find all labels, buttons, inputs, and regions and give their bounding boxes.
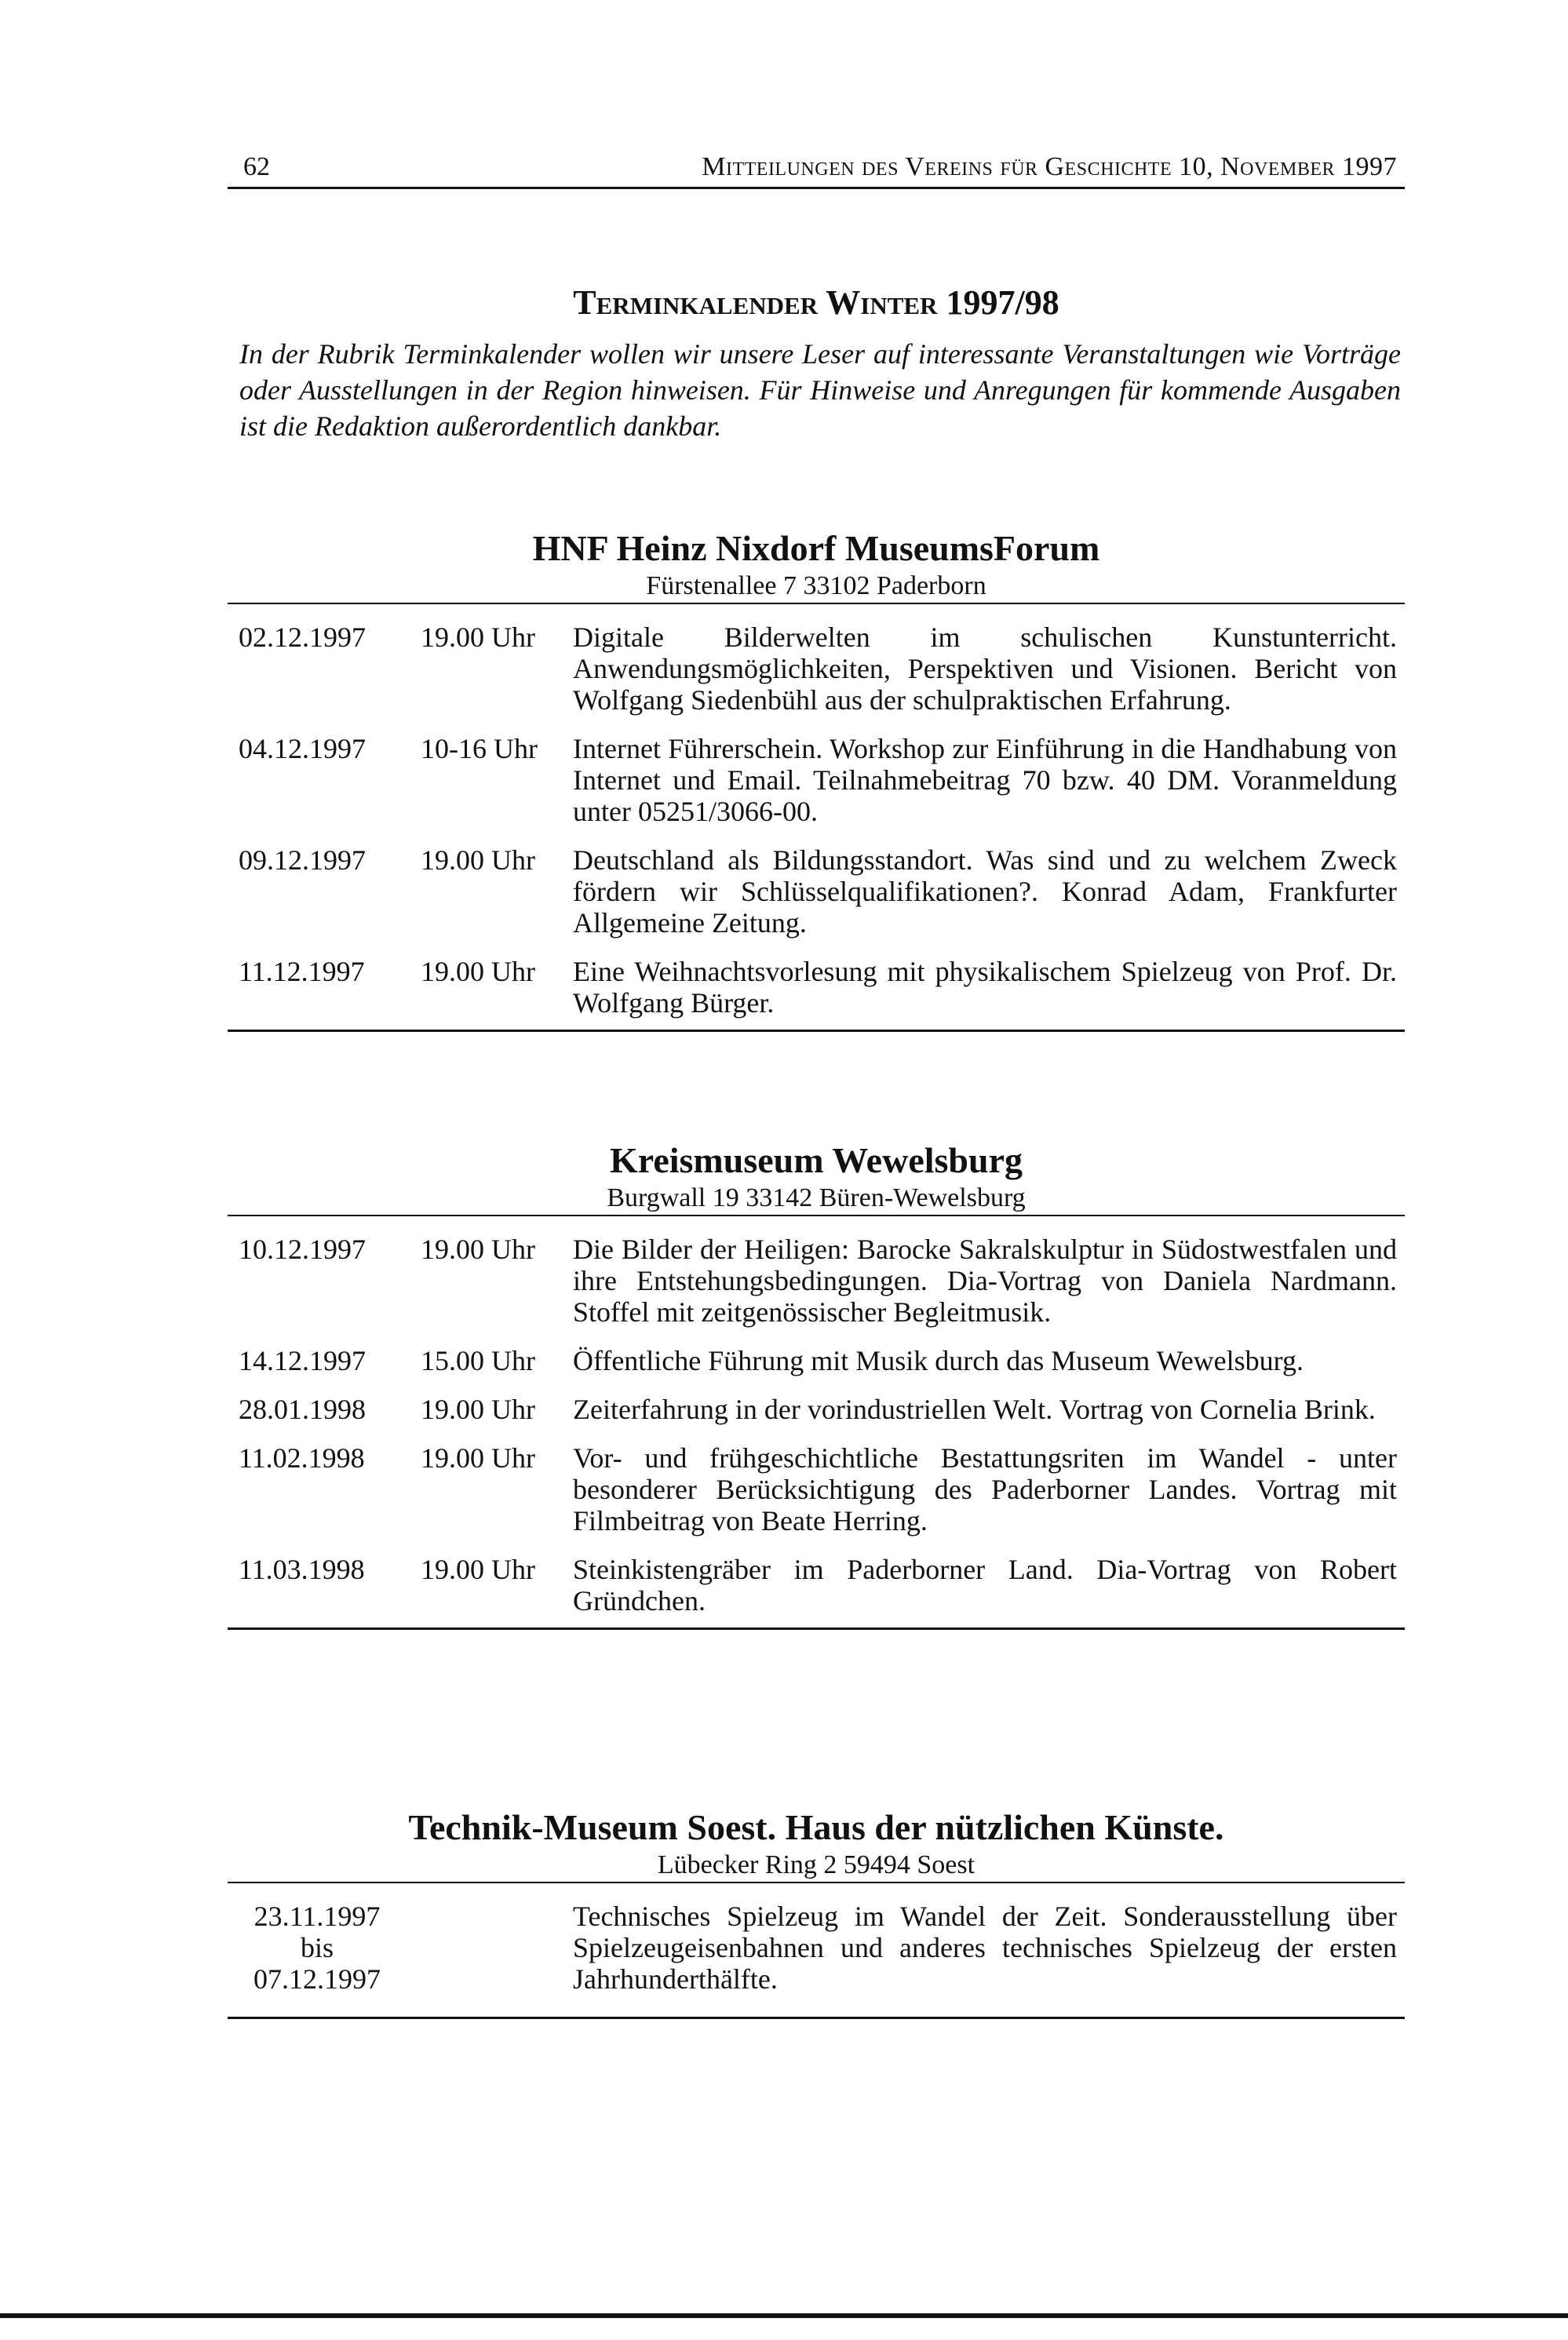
section-end-rule [228,1030,1405,1032]
event-description: Vor- und frühgeschichtliche Bestattungsriten im Wandel - unter besonderer Berücksichtigung des Paderborner Landes. Vortrag mit Filmbeitrag von Beate Herring. [573,1442,1397,1536]
event-description: Eine Weihnachtsvorlesung mit physikalischem Spielzeug von Prof. Dr. Wolfgang Bürger. [573,956,1397,1019]
event-description: Steinkistengräber im Paderborner Land. Dia-Vortrag von Robert Gründchen. [573,1554,1397,1616]
event-row [228,733,1405,827]
event-row [228,621,1405,716]
page-number: 62 [243,152,270,181]
event-description: Die Bilder der Heiligen: Barocke Sakralskulptur in Südostwestfalen und ihre Entstehungsbedingungen. Dia-Vortrag von Daniela Nardmann. Stoffel mit zeitgenössischer Begleitmusik. [573,1234,1397,1328]
section-name: Kreismuseum Wewelsburg [609,1140,1023,1180]
event-description: Öffentliche Führung mit Musik durch das Museum Wewelsburg. [573,1345,1304,1376]
section-address: Fürstenallee 7 33102 Paderborn [228,571,1405,604]
section-name: Technik-Museum Soest. Haus der nützlichen Künste. [408,1807,1224,1847]
event-date: 11.03.1998 [239,1554,365,1585]
event-time: 19.00 Uhr [421,621,535,653]
event-description: Zeiterfahrung in der vorindustriellen Welt. Vortrag von Cornelia Brink. [573,1394,1376,1425]
event-row [228,1394,1405,1425]
scan-bottom-edge [0,2313,1568,2318]
event-row [228,956,1405,1019]
event-time: 19.00 Uhr [421,844,535,876]
event-time: 19.00 Uhr [421,1442,535,1474]
page-title: Terminkalender Winter 1997/98 [573,283,1059,322]
section-address: Burgwall 19 33142 Büren-Wewelsburg [228,1183,1405,1216]
event-row [228,1901,1405,1995]
event-date-to: 07.12.1997 [253,1963,381,1995]
running-title: Mitteilungen des Vereins für Geschichte 10, November 1997 [702,152,1397,181]
event-date: 02.12.1997 [239,621,366,653]
intro-paragraph: In der Rubrik Terminkalender wollen wir unsere Leser auf interessante Veranstaltungen wie Vorträge oder Ausstellungen in der Region hinweisen. Für Hinweise und Anregungen für kommende Ausgaben ist die Redaktion außerordentlich dankbar. [239,338,1401,442]
event-description: Digitale Bilderwelten im schulischen Kunstunterricht. Anwendungsmöglichkeiten, Perspektiven und Visionen. Bericht von Wolfgang Siedenbühl aus der schulpraktischen Erfahrung. [573,621,1397,716]
event-date: 10.12.1997 [239,1234,366,1265]
event-date: 14.12.1997 [239,1345,366,1376]
event-time: 15.00 Uhr [421,1345,535,1376]
event-time: 19.00 Uhr [421,1234,535,1265]
event-date-range [239,1901,396,1995]
section-kreismuseum [228,1138,1405,1630]
event-row [228,1442,1405,1536]
event-date-separator: bis [300,1932,334,1963]
event-description: Deutschland als Bildungsstandort. Was sind und zu welchem Zweck fördern wir Schlüsselqualifikationen?. Konrad Adam, Frankfurter Allgemeine Zeitung. [573,844,1397,939]
section-hnf [228,526,1405,1032]
section-technik-museum [228,1805,1405,2019]
event-description: Internet Führerschein. Workshop zur Einführung in die Handhabung von Internet und Email. Teilnahmebeitrag 70 bzw. 40 DM. Voranmeldung unter 05251/3066-00. [573,733,1397,827]
section-name: HNF Heinz Nixdorf MuseumsForum [532,528,1100,568]
event-row [228,1234,1405,1328]
event-date: 28.01.1998 [239,1394,366,1425]
event-row [228,1345,1405,1376]
event-time: 10-16 Uhr [421,733,538,764]
event-date: 11.02.1998 [239,1442,365,1474]
event-date: 09.12.1997 [239,844,366,876]
event-date: 11.12.1997 [239,956,365,987]
event-time: 19.00 Uhr [421,1394,535,1425]
event-date: 04.12.1997 [239,733,366,764]
section-end-rule [228,2017,1405,2019]
event-date-from: 23.11.1997 [253,1901,381,1932]
event-time: 19.00 Uhr [421,956,535,987]
page-header [228,149,1405,189]
section-address: Lübecker Ring 2 59494 Soest [228,1850,1405,1883]
event-row [228,844,1405,939]
event-description: Technisches Spielzeug im Wandel der Zeit. Sonderausstellung über Spielzeugeisenbahnen und anderes technisches Spielzeug der ersten Jahrhunderthälfte. [573,1901,1397,1995]
section-end-rule [228,1627,1405,1630]
event-row [228,1554,1405,1616]
event-time: 19.00 Uhr [421,1554,535,1585]
